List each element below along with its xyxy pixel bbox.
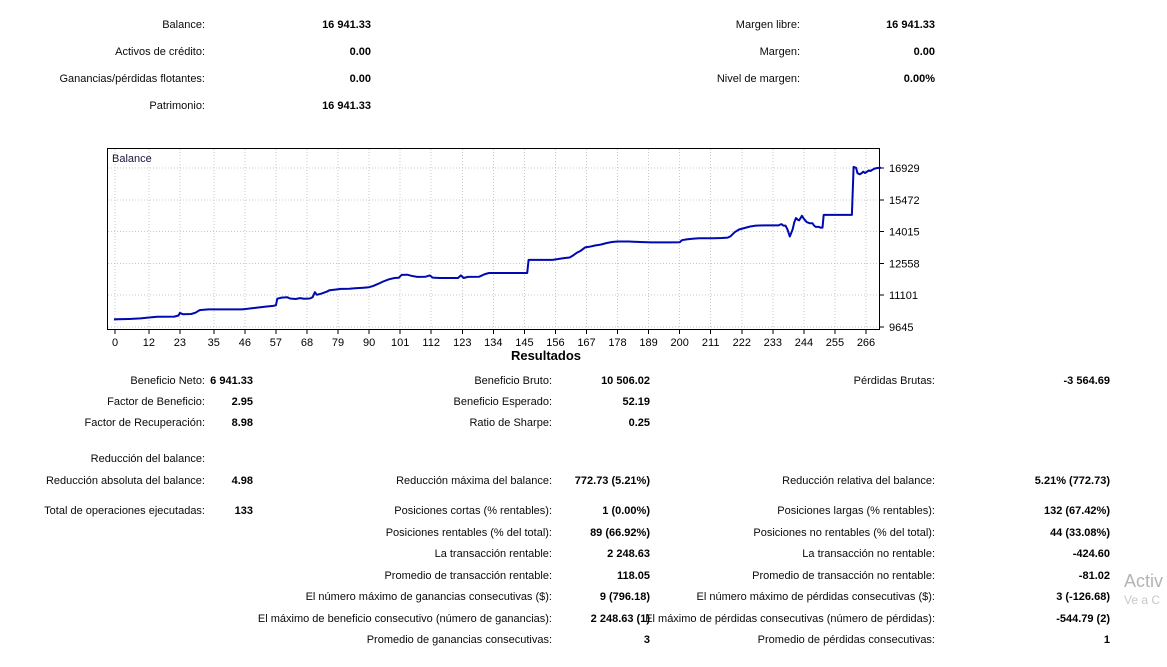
results-label: Ratio de Sharpe: bbox=[469, 417, 552, 429]
trades-row bbox=[0, 547, 1167, 561]
account-row bbox=[0, 18, 1167, 32]
trades-label: Promedio de pérdidas consecutivas: bbox=[757, 634, 935, 646]
results-value: 10 506.02 bbox=[601, 375, 650, 387]
account-value: 16 941.33 bbox=[322, 100, 371, 112]
svg-text:211: 211 bbox=[701, 337, 720, 349]
svg-text:Balance: Balance bbox=[112, 153, 152, 165]
trades-value: 9 (796.18) bbox=[599, 591, 650, 603]
svg-text:233: 233 bbox=[763, 337, 782, 349]
trades-label: Promedio de transacción rentable: bbox=[384, 569, 552, 582]
trades-value: 1 (0.00%) bbox=[602, 505, 650, 517]
balance-chart-canvas bbox=[107, 148, 947, 353]
results-row bbox=[0, 374, 1167, 388]
account-row bbox=[0, 45, 1167, 59]
svg-text:11101: 11101 bbox=[889, 290, 918, 303]
trades-row bbox=[0, 612, 1167, 626]
trades-label: Total de operaciones ejecutadas: bbox=[44, 505, 205, 517]
account-label: Nivel de margen: bbox=[716, 73, 800, 85]
svg-text:222: 222 bbox=[732, 337, 751, 349]
results-value: 52.19 bbox=[622, 396, 650, 408]
svg-text:57: 57 bbox=[269, 337, 283, 349]
drawdown-label: Reducción del balance: bbox=[90, 453, 205, 465]
svg-text:90: 90 bbox=[362, 337, 376, 349]
trades-label: Posiciones cortas (% rentables): bbox=[394, 505, 552, 517]
account-label: Margen: bbox=[759, 46, 800, 58]
svg-text:14015: 14015 bbox=[889, 226, 920, 239]
svg-text:79: 79 bbox=[331, 337, 345, 349]
results-value: 2.95 bbox=[231, 396, 253, 408]
account-label: Patrimonio: bbox=[149, 100, 205, 112]
account-value: 0.00 bbox=[913, 46, 935, 58]
account-value: 0.00 bbox=[349, 73, 371, 85]
svg-text:178: 178 bbox=[608, 337, 627, 349]
svg-text:23: 23 bbox=[173, 337, 187, 349]
svg-text:200: 200 bbox=[670, 337, 689, 349]
svg-text:46: 46 bbox=[238, 337, 252, 349]
trades-label: La transacción rentable: bbox=[434, 548, 552, 560]
results-section-title: Resultados bbox=[510, 348, 582, 363]
trades-value: 1 bbox=[1103, 634, 1110, 646]
drawdown-row bbox=[0, 474, 1167, 488]
svg-text:16929: 16929 bbox=[889, 163, 920, 175]
trades-label: Promedio de transacción no rentable: bbox=[752, 569, 935, 582]
account-value: 0.00% bbox=[903, 73, 935, 85]
balance-chart bbox=[107, 148, 947, 353]
trades-row bbox=[0, 590, 1167, 604]
trades-value: 3 bbox=[643, 634, 650, 646]
svg-text:0: 0 bbox=[111, 337, 119, 349]
trades-row bbox=[0, 526, 1167, 540]
drawdown-value: 772.73 (5.21%) bbox=[574, 475, 650, 487]
results-row bbox=[0, 395, 1167, 409]
trades-row bbox=[0, 633, 1167, 647]
trades-label: La transacción no rentable: bbox=[802, 548, 935, 560]
results-label: Beneficio Esperado: bbox=[453, 396, 552, 408]
svg-text:101: 101 bbox=[391, 337, 410, 349]
svg-text:156: 156 bbox=[546, 337, 565, 349]
svg-text:12: 12 bbox=[142, 337, 156, 349]
trades-value: 3 (-126.68) bbox=[1056, 591, 1110, 603]
results-label: Pérdidas Brutas: bbox=[853, 375, 935, 387]
account-row bbox=[0, 99, 1167, 113]
trades-value: 118.05 bbox=[616, 569, 650, 582]
drawdown-value: 5.21% (772.73) bbox=[1034, 475, 1110, 487]
account-label: Activos de crédito: bbox=[115, 46, 205, 58]
trades-value: 2 248.63 bbox=[607, 548, 650, 560]
trades-label: Promedio de ganancias consecutivas: bbox=[366, 634, 552, 646]
svg-text:134: 134 bbox=[484, 337, 503, 349]
drawdown-value: 4.98 bbox=[231, 475, 253, 487]
trades-value: 89 (66.92%) bbox=[590, 526, 650, 539]
trades-label: El máximo de pérdidas consecutivas (número de pérdidas): bbox=[645, 612, 935, 625]
results-value: 6 941.33 bbox=[210, 375, 253, 387]
svg-text:123: 123 bbox=[453, 337, 472, 349]
account-label: Margen libre: bbox=[735, 19, 800, 31]
svg-text:9645: 9645 bbox=[889, 322, 914, 334]
drawdown-label: Reducción relativa del balance: bbox=[782, 475, 935, 487]
trades-row bbox=[0, 569, 1167, 583]
trades-value: -81.02 bbox=[1078, 569, 1110, 582]
svg-text:266: 266 bbox=[856, 337, 876, 349]
svg-text:35: 35 bbox=[207, 337, 220, 349]
drawdown-label: Reducción máxima del balance: bbox=[396, 475, 552, 487]
trades-value: -544.79 (2) bbox=[1056, 612, 1110, 625]
results-value: 8.98 bbox=[231, 417, 253, 429]
drawdown-row bbox=[0, 452, 1167, 466]
results-label: Factor de Recuperación: bbox=[84, 417, 205, 429]
windows-activation-watermark bbox=[1124, 570, 1163, 608]
trades-value: 133 bbox=[234, 505, 253, 517]
results-row bbox=[0, 416, 1167, 430]
trades-value: 44 (33.08%) bbox=[1050, 526, 1110, 539]
results-label: Factor de Beneficio: bbox=[107, 396, 205, 408]
svg-text:68: 68 bbox=[300, 337, 314, 349]
account-value: 0.00 bbox=[349, 46, 371, 58]
svg-text:112: 112 bbox=[422, 337, 440, 349]
account-value: 16 941.33 bbox=[322, 19, 371, 31]
watermark-line1: Activ bbox=[1124, 571, 1164, 591]
results-value: -3 564.69 bbox=[1063, 375, 1110, 387]
results-label: Beneficio Neto: bbox=[130, 375, 205, 387]
trades-label: El número máximo de pérdidas consecutivas ($): bbox=[696, 591, 935, 603]
svg-text:12558: 12558 bbox=[889, 258, 920, 271]
trades-value: 2 248.63 (1) bbox=[590, 612, 650, 625]
account-row bbox=[0, 72, 1167, 86]
account-label: Ganancias/pérdidas flotantes: bbox=[59, 73, 205, 85]
trades-value: 132 (67.42%) bbox=[1043, 505, 1110, 517]
svg-text:15472: 15472 bbox=[889, 194, 920, 207]
trades-label: Posiciones largas (% rentables): bbox=[777, 505, 935, 517]
trades-label: El número máximo de ganancias consecutivas ($): bbox=[305, 591, 552, 603]
svg-text:189: 189 bbox=[639, 337, 658, 349]
account-label: Balance: bbox=[162, 19, 205, 31]
trades-row bbox=[0, 504, 1167, 518]
trades-label: El máximo de beneficio consecutivo (número de ganancias): bbox=[257, 612, 552, 625]
results-value: 0.25 bbox=[628, 417, 650, 429]
watermark-line2: Ve a C bbox=[1124, 593, 1161, 607]
drawdown-label: Reducción absoluta del balance: bbox=[45, 475, 205, 487]
trades-label: Posiciones rentables (% del total): bbox=[385, 526, 552, 539]
svg-text:255: 255 bbox=[825, 337, 845, 349]
trades-label: Posiciones no rentables (% del total): bbox=[753, 526, 935, 539]
results-label: Beneficio Bruto: bbox=[474, 375, 552, 387]
account-value: 16 941.33 bbox=[886, 19, 935, 31]
svg-text:167: 167 bbox=[577, 337, 596, 349]
svg-text:244: 244 bbox=[794, 337, 814, 349]
svg-text:145: 145 bbox=[515, 337, 534, 349]
trades-value: -424.60 bbox=[1072, 548, 1110, 560]
